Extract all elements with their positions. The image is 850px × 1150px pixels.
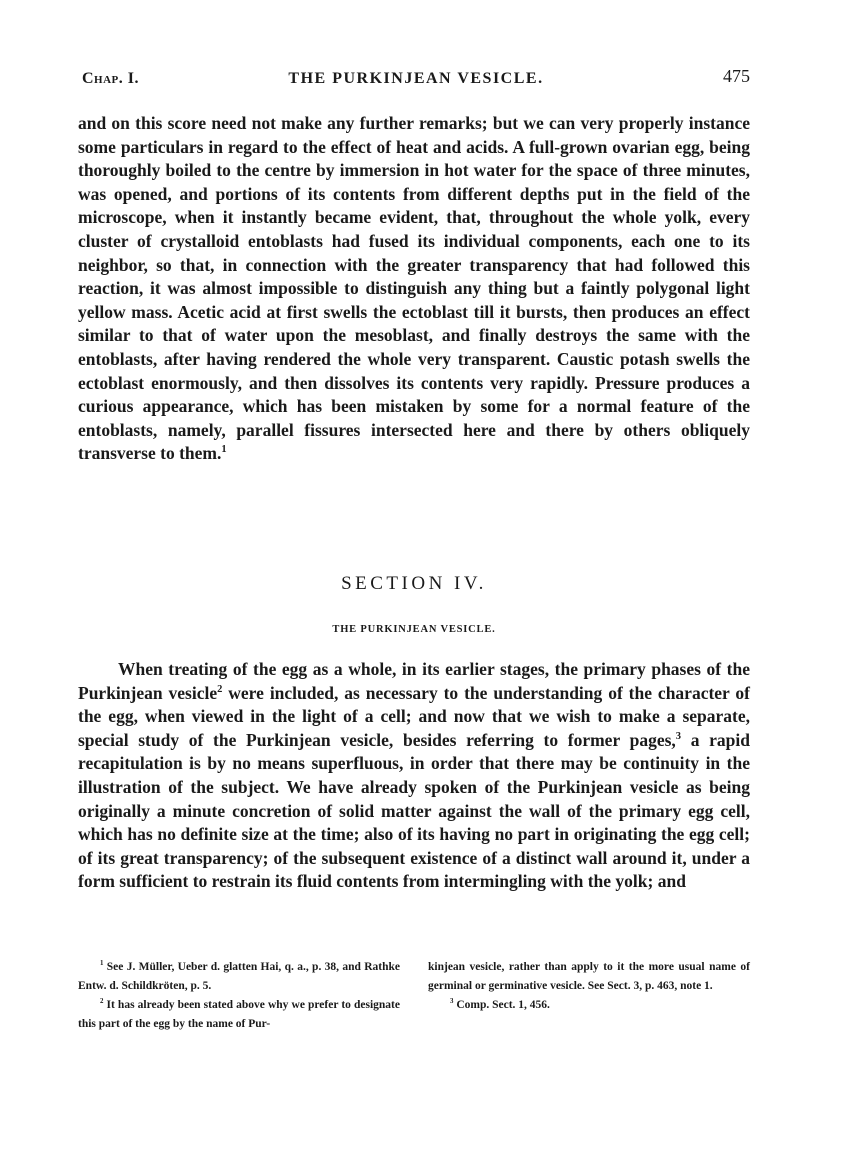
- footnote-1-mark: 1: [100, 960, 104, 968]
- footnote-2-continued: kinjean vesicle, rather than apply to it the more usual name of germinal or germinative vesicle. See Sect. 3, p. 463, note 1.: [428, 961, 750, 992]
- footnote-3-text: Comp. Sect. 1, 456.: [453, 999, 550, 1011]
- footnotes: [78, 958, 750, 1038]
- footnote-1-text: See J. Müller, Ueber d. glatten Hai, q. a., p. 38, and Rathke Entw. d. Schildkröten, p. 5.: [78, 961, 400, 992]
- section-subtitle: THE PURKINJEAN VESICLE.: [332, 624, 496, 635]
- footnote-ref-3: 3: [675, 730, 682, 742]
- section-title: SECTION IV.: [341, 573, 487, 594]
- paragraph-2-text-b: were included, as necessary to the understanding of the character of the egg, when viewed in the light of a cell; and now that we wish to make a separate, special study of the Purkinjean vesicle, besides referring to former pages,: [78, 682, 750, 750]
- footnote-2: [78, 996, 400, 1034]
- footnote-3: [428, 996, 750, 1015]
- footnote-ref-1: 1: [221, 444, 227, 456]
- page-number: 475: [723, 66, 750, 86]
- running-title: THE PURKINJEAN VESICLE.: [288, 70, 544, 87]
- paragraph-1-text: and on this score need not make any further remarks; but we can very properly instance some particulars in regard to the effect of heat and acids. A full-grown ovarian egg, being thoroughly boiled to the centre by immersion in hot water for the space of three minutes, was opened, and portions of its contents from different depths put in the field of the microscope, when it instantly became evident, that, throughout the whole yolk, every cluster of crystalloid entoblasts had fused its individual components, each one to its neighbor, so that, in connection with the greater transparency that had followed this reaction, it was almost impossible to distinguish any thing but a faintly polygonal light yellow mass. Acetic acid at first swells the ectoblast till it bursts, then produces an effect similar to that of water upon the mesoblast, and finally destroys the same with the entoblasts, after having rendered the whole very transparent. Caustic potash swells the ectoblast enormously, and then dissolves its contents very rapidly. Pressure produces a curious appearance, which has been mistaken by some for a normal feature of the entoblasts, namely, parallel fissures intersected here and there by others obliquely transverse to them.: [78, 113, 750, 464]
- paragraph-2: [78, 658, 750, 894]
- footnotes-left-column: [78, 958, 400, 1034]
- footnote-1: [78, 958, 400, 996]
- paragraph-2-text-c: a rapid recapitulation is by no means superfluous, in order that there may be continuity in the illustration of the subject. We have already spoken of the Purkinjean vesicle as being originally a minute concretion of solid matter against the wall of the primary egg cell, which has no definite size at the time; also of its having no part in originating the egg cell; of its great transparency; of the subsequent existence of a distinct wall around it, under a form sufficient to restrain its fluid contents from intermingling with the yolk; and: [78, 729, 750, 892]
- footnote-ref-2: 2: [217, 683, 223, 695]
- footnote-3-mark: 3: [450, 998, 454, 1006]
- chapter-label: Chap. I.: [82, 70, 140, 87]
- footnote-2-text: It has already been stated above why we prefer to designate this part of the egg by the name of Pur-: [78, 999, 400, 1030]
- footnote-2-mark: 2: [100, 998, 104, 1006]
- paragraph-1: [78, 112, 750, 466]
- footnotes-right-column: [428, 958, 750, 1015]
- page-header: [82, 66, 750, 92]
- paragraph-2-text-a: When treating of the egg as a whole, in its earlier stages, the primary phases of the Purkinjean vesicle: [78, 659, 750, 703]
